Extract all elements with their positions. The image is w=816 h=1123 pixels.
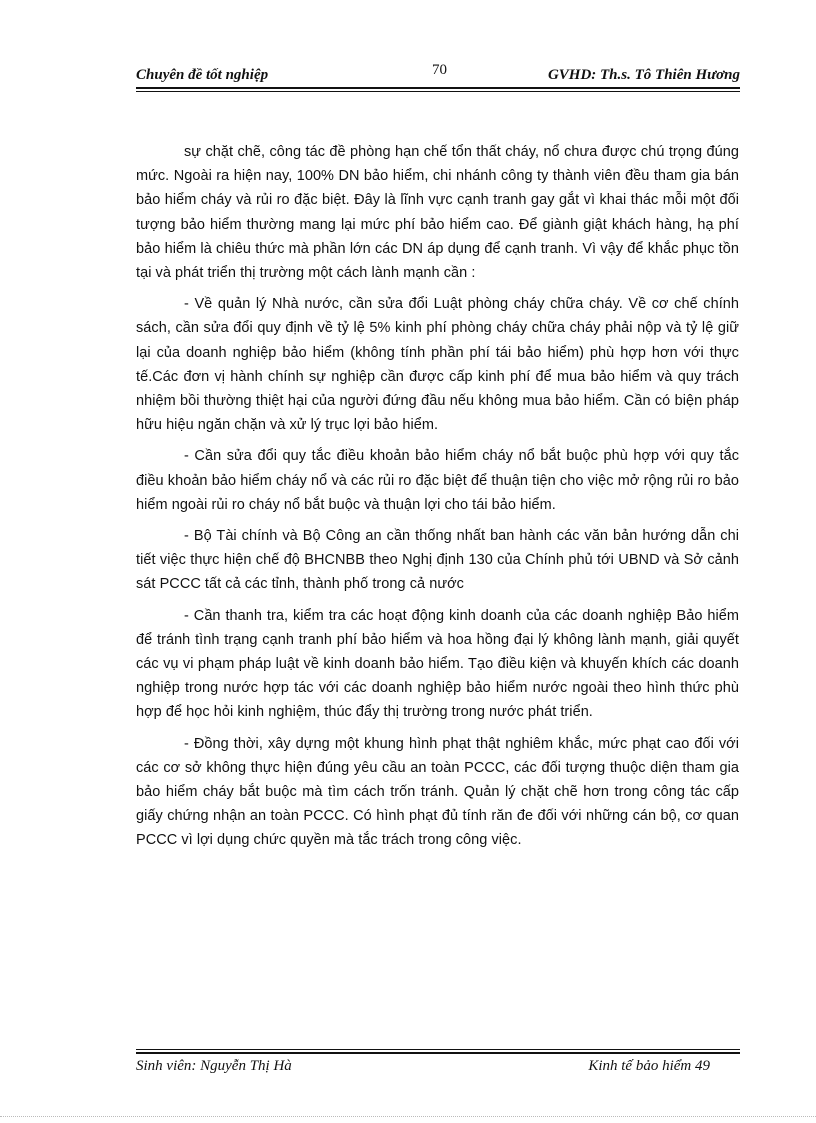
paragraph-4: - Bộ Tài chính và Bộ Công an cần thống nhất ban hành các văn bản hướng dẫn chi tiết việc thực hiện chế độ BHCNBB theo Nghị định 130 của Chính phủ tới UBND và Sở cảnh sát PCCC tất cả các tỉnh, thành phố trong cả nước — [136, 528, 739, 593]
paragraph-6: - Đồng thời, xây dựng một khung hình phạt thật nghiêm khắc, mức phạt cao đối với các cơ sở không thực hiện đúng yêu cầu an toàn PCCC, các đối tượng thuộc diện tham gia bảo hiểm cháy bắt buộc mà tìm cách trốn tránh. Quản lý chặt chẽ hơn trong công tác cấp giấy chứng nhận an toàn PCCC. Có hình phạt đủ tính răn đe đối với những cán bộ, cơ quan PCCC vì lợi dụng chức quyền mà tắc trách trong công việc. — [136, 735, 739, 849]
header-rule-thin — [136, 91, 740, 92]
page-edge-divider — [0, 1116, 816, 1117]
footer-class: Kinh tế bảo hiểm 49 — [588, 1058, 710, 1074]
page-number: 70 — [432, 62, 447, 78]
footer-rule — [136, 1052, 740, 1054]
paragraph-5: - Cần thanh tra, kiểm tra các hoạt động kinh doanh của các doanh nghiệp Bảo hiểm để tránh tình trạng cạnh tranh phí bảo hiểm và hoa hồng đại lý không lành mạnh, giải quyết các vụ vi phạm pháp luật về kinh doanh bảo hiểm. Tạo điều kiện và khuyến khích các doanh nghiệp trong nước hợp tác với các doanh nghiệp bảo hiểm nước ngoài theo hình thức phù hợp để học hỏi kinh nghiệm, thúc đẩy thị trường trong nước phát triển. — [136, 607, 739, 721]
header-advisor: GVHD: Th.s. Tô Thiên Hương — [547, 67, 740, 83]
header-rule — [136, 87, 740, 89]
paragraph-1: sự chặt chẽ, công tác đề phòng hạn chế tổn thất cháy, nổ chưa được chú trọng đúng mức. Ngoài ra hiện nay, 100% DN bảo hiểm, chi nhánh công ty thành viên đều tham gia bán bảo hiểm cháy và rủi ro đặc biệt. Đây là lĩnh vực cạnh tranh gay gắt vì khai thác mỗi một đối tượng bảo hiểm thường mang lại mức phí bảo hiểm cao. Để giành giật khách hàng, hạ phí bảo hiểm là chiêu thức mà phần lớn các DN áp dụng để cạnh tranh. Vì vậy để khắc phục tồn tại và phát triển thị trường một cách lành mạnh cần : — [136, 144, 739, 282]
footer-student: Sinh viên: Nguyễn Thị Hà — [136, 1058, 292, 1074]
paragraph-2: - Về quản lý Nhà nước, cần sửa đổi Luật phòng cháy chữa cháy. Về cơ chế chính sách, cần sửa đổi quy định về tỷ lệ 5% kinh phí phòng cháy chữa cháy phải nộp và tỷ lệ giữ lại của doanh nghiệp bảo hiểm (không tính phần phí tái bảo hiểm) phù hợp hơn với thực tế.Các đơn vị hành chính sự nghiệp cần được cấp kinh phí để mua bảo hiểm và quy trách nhiệm bồi thường thiệt hại của người đứng đầu nếu không mua bảo hiểm. Cần có biện pháp hữu hiệu ngăn chặn và xử lý trục lợi bảo hiểm. — [136, 296, 739, 434]
document-body — [136, 140, 739, 860]
header-title: Chuyên đề tốt nghiệp — [136, 67, 269, 83]
footer-rule-thin — [136, 1049, 740, 1050]
paragraph-3: - Cần sửa đổi quy tắc điều khoản bảo hiểm cháy nổ bắt buộc phù hợp với quy tắc điều khoản bảo hiểm cháy nổ và các rủi ro đặc biệt để thuận tiện cho việc mở rộng rủi ro bảo hiểm ngoài rủi ro cháy nổ bắt buộc và thuận lợi cho tái bảo hiểm. — [136, 448, 739, 513]
